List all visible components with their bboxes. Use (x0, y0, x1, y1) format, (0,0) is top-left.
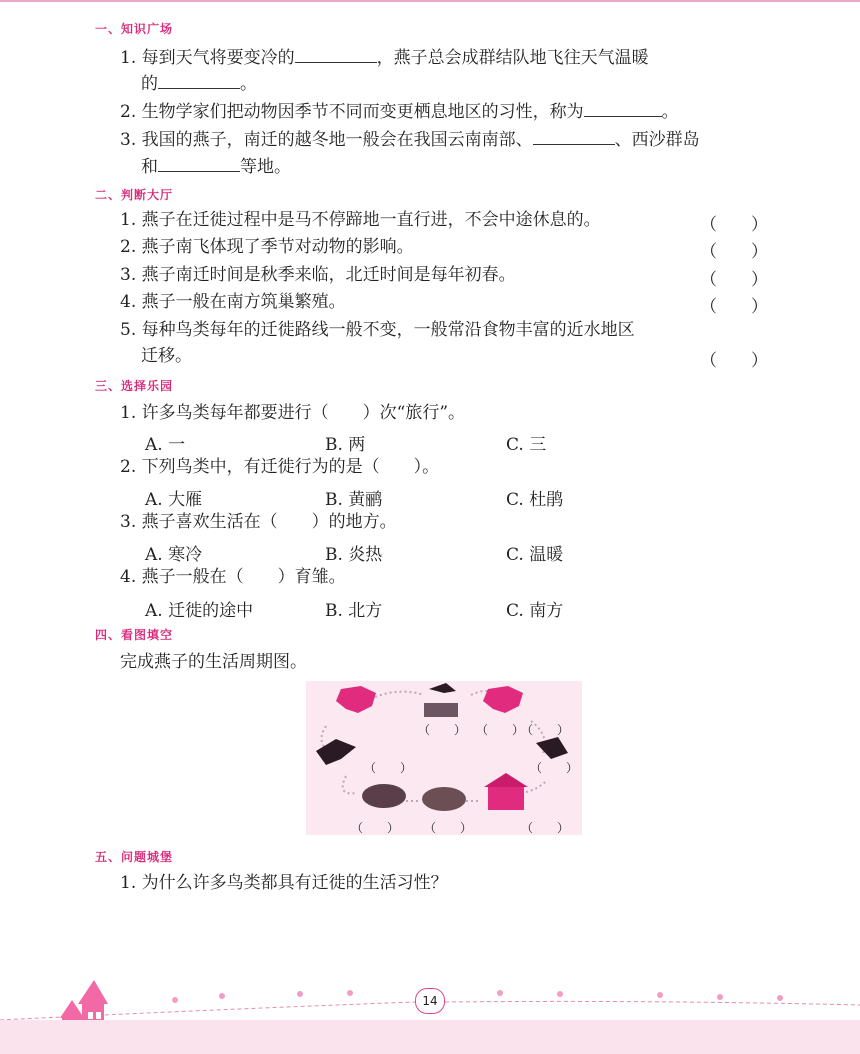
choice-question-4: 4. 燕子一般在（ ）育雏。 (120, 567, 346, 587)
judge-answer-1[interactable]: （ ） (700, 215, 768, 235)
fill-question-3-cont (141, 155, 291, 177)
choice-3-option-c[interactable]: C. 温暖 (506, 545, 564, 565)
swallow-icon (429, 683, 456, 693)
diagram-answer-7[interactable]: （ ） (424, 821, 473, 835)
section-title-2: 二、判断大厅 (95, 188, 174, 202)
judge-question-5-cont: 迁移。 (141, 346, 192, 366)
choice-question-3: 3. 燕子喜欢生活在（ ）的地方。 (120, 512, 397, 532)
fill-question-3 (120, 128, 700, 150)
judge-answer-4[interactable]: （ ） (700, 297, 768, 317)
diagram-answer-4[interactable]: （ ） (364, 761, 413, 775)
answer-blank[interactable] (584, 100, 662, 117)
nest-with-eggs-icon (422, 787, 466, 811)
fill-q1-text-b: ，燕子总会成群结队地飞往天气温暖 (376, 48, 649, 68)
judge-answer-2[interactable]: （ ） (700, 242, 768, 262)
choice-2-option-b[interactable]: B. 黄鹂 (325, 490, 383, 510)
fill-q3-text-d: 等地。 (240, 157, 291, 177)
swallow-icon (316, 739, 356, 765)
judge-question-3: 3. 燕子南迁时间是秋季来临，北迁时间是每年初春。 (120, 265, 516, 285)
choice-2-option-a[interactable]: A. 大雁 (145, 490, 203, 510)
fill-q3-text-c: 和 (141, 157, 158, 177)
section-title-4: 四、看图填空 (95, 628, 174, 642)
diagram-answer-8[interactable]: （ ） (521, 821, 570, 835)
fill-question-2 (120, 100, 679, 122)
answer-blank[interactable] (533, 128, 615, 145)
judge-question-5: 5. 每种鸟类每年的迁徙路线一般不变，一般常沿食物丰富的近水地区 (120, 320, 635, 340)
top-border (0, 0, 860, 2)
diagram-illustration (306, 681, 582, 835)
choice-2-option-c[interactable]: C. 杜鹃 (506, 490, 564, 510)
page-number: 14 (415, 988, 445, 1014)
choice-1-option-a[interactable]: A. 一 (145, 435, 186, 455)
footer-band (0, 1020, 860, 1054)
fill-q1-text-d: 。 (240, 74, 257, 94)
choice-1-option-b[interactable]: B. 两 (325, 435, 366, 455)
house-roof-icon (484, 773, 528, 787)
china-map-icon (483, 686, 523, 713)
diagram-answer-2[interactable]: （ ） (476, 723, 525, 737)
nest-icon (362, 784, 406, 808)
fill-q3-text-a: 3. 我国的燕子，南迁的越冬地一般会在我国云南南部、 (120, 130, 533, 150)
picture-instruction: 完成燕子的生活周期图。 (120, 652, 307, 672)
judge-question-2: 2. 燕子南飞体现了季节对动物的影响。 (120, 237, 414, 257)
answer-blank[interactable] (295, 46, 377, 63)
swallow-icon (536, 737, 568, 759)
china-map-icon (336, 686, 376, 713)
choice-3-option-b[interactable]: B. 炎热 (325, 545, 383, 565)
fill-q3-text-b: 、西沙群岛 (614, 130, 700, 150)
fill-q1-text-a: 1. 每到天气将要变冷的 (120, 48, 295, 68)
swallow-life-cycle-diagram (306, 681, 582, 835)
fill-q1-text-c: 的 (141, 74, 158, 94)
southern-land-icon (424, 703, 458, 717)
choice-question-1: 1. 许多鸟类每年都要进行（ ）次“旅行”。 (120, 403, 466, 423)
judge-question-1: 1. 燕子在迁徙过程中是马不停蹄地一直行进，不会中途休息的。 (120, 210, 601, 230)
section-title-1: 一、知识广场 (95, 22, 174, 36)
judge-answer-5[interactable]: （ ） (700, 351, 768, 371)
fill-question-1-cont (141, 72, 257, 94)
choice-4-option-b[interactable]: B. 北方 (325, 601, 383, 621)
answer-blank[interactable] (158, 72, 240, 89)
section-title-5: 五、问题城堡 (95, 850, 174, 864)
house-icon (488, 786, 524, 810)
diagram-answer-3[interactable]: （ ） (521, 723, 570, 737)
judge-question-4: 4. 燕子一般在南方筑巢繁殖。 (120, 292, 346, 312)
answer-blank[interactable] (158, 155, 240, 172)
choice-3-option-a[interactable]: A. 寒冷 (145, 545, 203, 565)
fill-q2-text-b: 。 (661, 102, 679, 122)
question-1: 1. 为什么许多鸟类都具有迁徙的生活习性？ (120, 873, 448, 893)
section-title-3: 三、选择乐园 (95, 379, 174, 393)
fill-q2-text-a: 2. 生物学家们把动物因季节不同而变更栖息地区的习性，称为 (120, 102, 584, 122)
choice-1-option-c[interactable]: C. 三 (506, 435, 547, 455)
judge-answer-3[interactable]: （ ） (700, 270, 768, 290)
diagram-answer-5[interactable]: （ ） (530, 761, 579, 775)
diagram-answer-1[interactable]: （ ） (418, 723, 467, 737)
fill-question-1 (120, 46, 649, 68)
diagram-answer-6[interactable]: （ ） (351, 821, 400, 835)
choice-4-option-a[interactable]: A. 迁徙的途中 (145, 601, 254, 621)
choice-question-2: 2. 下列鸟类中，有迁徙行为的是（ ）。 (120, 457, 440, 477)
choice-4-option-c[interactable]: C. 南方 (506, 601, 564, 621)
